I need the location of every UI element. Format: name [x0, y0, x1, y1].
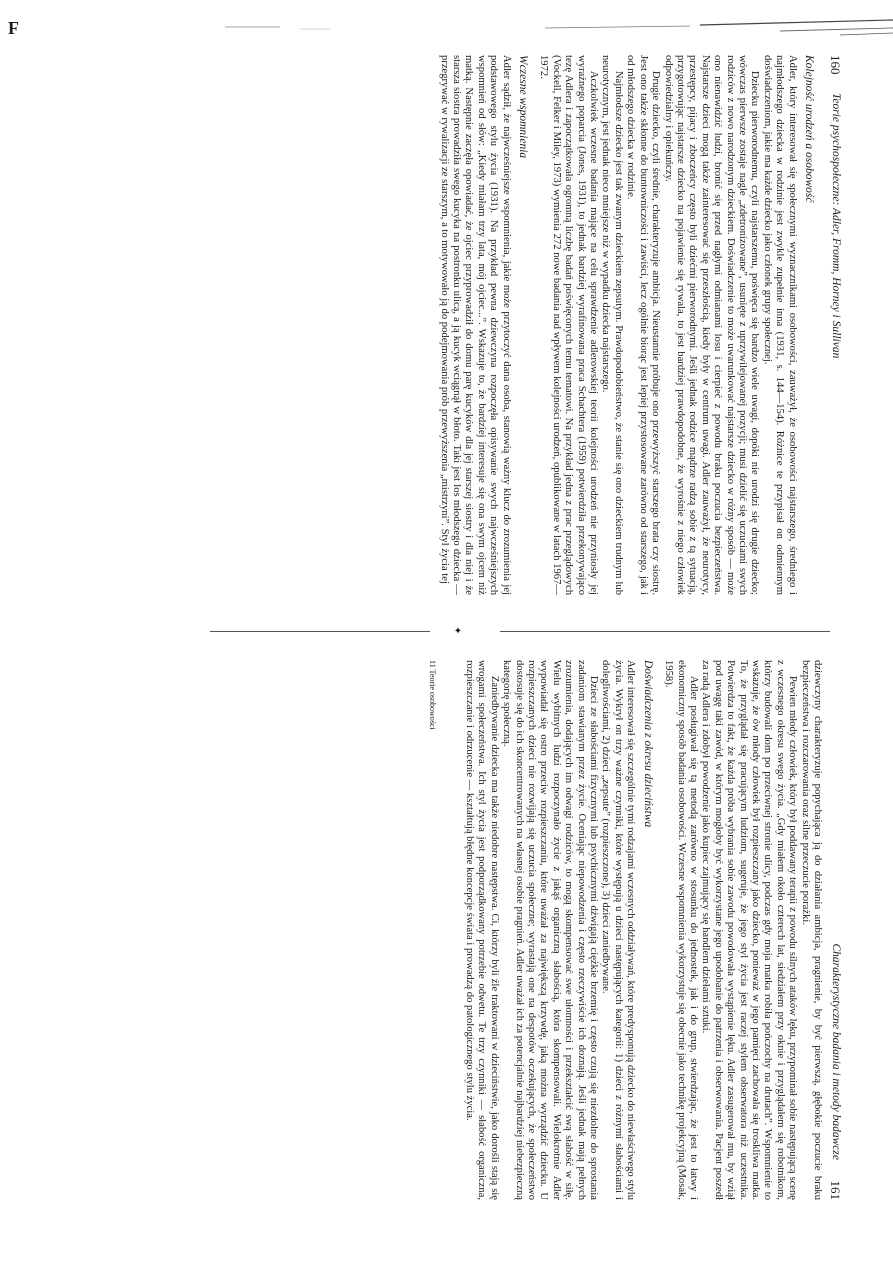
paragraph: Zaniedbywanie dziecka ma także niedobre następstwa. Ci, którzy byli źle traktowani w dzieciństwie, jako dorośli stają się wrogami społeczeństwa. Ich styl życia jest podporządkowany potrzebie odwetu. Te trzy czynniki — słabość organiczna, rozpieszczanie i odrzucenie — kształtują błędne koncepcje świata i prowadzą do patologicznego stylu życia.: [464, 660, 500, 1200]
scan-edge-noise: [0, 0, 893, 40]
fold-mark: ✦: [453, 626, 463, 637]
paragraph: dziewczyny charakteryzuje popychająca ją do działania ambicja, pragnienie, by być pierwszą, głębokie poczucie braku bezpieczeństwa i rozczarowania oraz silne przeczucie porażki.: [799, 660, 823, 1200]
page-number: 160: [828, 55, 843, 75]
page-161: [428, 660, 843, 1200]
paragraph: Dziecku pierworodnemu, czyli najstarszemu, poświęca się bardzo wiele uwagi, dopóki nie urodzi się drugie dziecko; wówczas pierwsze zostaje nagle „zdetronizowane”, usunięte z uprzywilejowanej pozycji; musi dzielić się uczuciami swych rodziców z nowo narodzonym dzieckiem. Doświadczenie to może uwarunkować najstarsze dziecko w różny sposób — może ono nienawidzić ludzi, bronić się przed nagłymi odmianami losu i cierpieć z powodu braku poczucia bezpieczeństwa. Najstarsze dzieci mogą także zainteresować się przeszłością, kiedy były w centrum uwagi. Adler zauważył, że neurotycy, przestępcy, pijacy i zboczeńcy często byli dziećmi pierworodnymi. Jeśli jednak rodzice mądrze radzą sobie z tą sytuacją, przygotowując najstarsze dziecko na pojawienie się rywala, to jest bardziej prawdopodobne, że wyrośnie z niego człowiek odpowiedzialny i opiekuńczy.: [662, 55, 761, 595]
paragraph: Pewien młody człowiek, który był poddawany terapii z powodu silnych ataków lęku, przypominał sobie następującą scenę z wczesnego okresu swego życia. „Gdy miałem około czterech lat, siedziałem przy oknie i przyglądałem się robotnikom, którzy budowali dom po przeciwnej stronie ulicy, podczas gdy moja matka robiła pończochy na drutach”. Wspomnienie to wskazuje, że ów młody człowiek był rozpieszczany jako dziecko, ponieważ w jego pamięci zachowała się troskliwa matka. To, że przyglądał się pracującym ludziom, sugeruje, że jego styl życia jest raczej stylem obserwatora niż uczestnika. Potwierdza to fakt, że każda próba wybrania sobie zawodu powodowała wystąpienie lęku. Adler zasugerował mu, by wziął pod uwagę taki zawód, w którym mogłoby być wykorzystane jego upodobanie do patrzenia i obserwowania. Pacjent poszedł za radą Adlera i zdobył powodzenie jako kupiec zajmujący się handlem dziełami sztuki.: [700, 660, 799, 1200]
paragraph: Drugie dziecko, czyli średnie, charakteryzuje ambicja. Nieustannie próbuje ono przewyższyć starszego brata czy siostrę. Jest ono także skłonne do buntowniczości i zawiści, lecz ogólnie biorąc jest lepiej przystosowane zarówno od starszego, jak i od młodszego dziecka w rodzinie.: [625, 55, 662, 595]
paragraph: Adler interesował się szczególnie tymi rodzajami wczesnych oddziaływań, które predysponują dziecko do niewłaściwego stylu życia. Wykrył on trzy ważne czynniki, które występują u dzieci następujących kategorii: 1) dzieci z różnymi słabościami i dolegliwościami, 2) dzieci „zepsute” (rozpieszczone), 3) dzieci zaniedbywane.: [600, 660, 637, 1200]
running-head: Teorie psychospołeczne: Adler, Fromm, Horney i Sullivan: [830, 93, 842, 359]
page-number: 161: [828, 1180, 843, 1200]
section-title: Kolejność urodzeń a osobowość: [803, 55, 815, 203]
paragraph: Adler sądził, że najwcześniejsze wspomnienia, jakie może przytoczyć dana osoba, stanowią ważny klucz do zrozumienia jej podstawowego stylu życia (1931). Na przykład pewna dziewczyna rozpoczęła opisywanie swych najwcześniejszych wspomnień od słów: „Kiedy miałam trzy lata, mój ojciec...”. Wskazuje to, że bardziej interesuje się ona swym ojcem niż matką. Następnie zaczęła opowiadać, że ojciec przyprowadził do domu parę kucyków dla jej starszej siostry i dla niej i że starsza siostra prowadziła swego kucyka na postronku ulicą, a ją kucyk wciągnął w błoto. Taki jest los młodszego dziecka — przegrywać w rywalizacji ze starszym, a to motywowało ją do podejmowania prób przewyższenia „mistrzyni”. Styl życia tej: [438, 55, 512, 595]
paragraph: Adler posługiwał się tą metodą zarówno w stosunku do jednostek, jak i do grup, stwierdzając, że jest to łatwy i ekonomiczny sposób badania osobowości. Wczesne wspomnienia wykorzystuje się obecnie jako technikę projekcyjną (Mosak, 1958).: [663, 660, 699, 1200]
fold-line-left: [210, 631, 430, 632]
fold-line-right: [500, 631, 830, 632]
section-title: Doświadczenia z okresu dzieciństwa: [641, 660, 654, 828]
scan-left-mark: F: [8, 18, 19, 38]
page-header: [823, 660, 843, 1200]
paragraph: Najmłodsze dziecko jest tak zwanym dzieckiem zepsutym. Prawdopodobieństwo, że stanie się ono dzieckiem trudnym lub neurotycznym, jest jednak nieco mniejsze niż w wypadku dziecka najstarszego.: [600, 55, 624, 595]
section-title: Wczesne wspomnienia: [517, 55, 530, 159]
paragraph: Aczkolwiek wczesne badania mające na celu sprawdzenie adlerowskiej teorii kolejności urodzeń nie przyniosły jej wyraźnego poparcia (Jones, 1931), to jednak bardziej wyrafinowana praca Schachtera (1959) potwierdziła przekonywająco tezę Adlera i zapoczątkowała ogromną liczbę badań poświęconych temu tematowi. Na przykład jedna z prac przeglądowych (Vockell, Felker i Miley, 1973) wymienia 272 nowe badania nad wpływem kolejności urodzeń, opublikowane w latach 1967—1972.: [538, 55, 600, 595]
page-body: [463, 660, 823, 1200]
paragraph: Dzieci ze słabościami fizycznymi lub psychicznymi dźwigają ciężkie brzemię i często czują się niezdolne do sprostania zadaniom stawianym przez życie. Oceniając niepowodzenia i często rzeczywiście ich doznają. Jeśli jednak mają pełnych zrozumienia, dodających im odwagi rodziców, to mogą skompensować swe ułomności i przekształcić swą słabość w siłę. Wielu wybitnych ludzi rozpoczynało życie z jakąś organiczną słabością, która skompensowali. Wielokrotnie Adler wypowiadał się ostro przeciw rozpieszczaniu, które uważał za największą krzywdę, jaką można wyrządzić dziecku. U rozpieszczanych dzieci nie rozwijają się uczucia społeczne; wyrastają one na despotów oczekujących, że społeczeństwo dostosuje się do ich skoncentrowanych na własnej osobie pragnień. Adler uważał ich za potencjalnie najbardziej niebezpieczną kategorię społeczną.: [501, 660, 600, 1200]
paragraph: Adler, który interesował się społecznymi wyznacznikami osobowości, zauważył, że osobowości najstarszego, średniego i najmłodszego dziecka w rodzinie jest zwykle zupełnie inna (1931, s. 144—154). Różnice te przypisał on odmiennym doświadczeniom, jakie ma każde dziecko jako członek grupy społecznej.: [761, 55, 798, 595]
page-160: [438, 55, 843, 595]
page-body: [437, 55, 815, 595]
page-footer: 11 Teorie osobowości: [428, 660, 437, 730]
page-header: [823, 55, 843, 595]
running-head: Charakterystyczne badania i metody badawcze: [830, 943, 842, 1160]
